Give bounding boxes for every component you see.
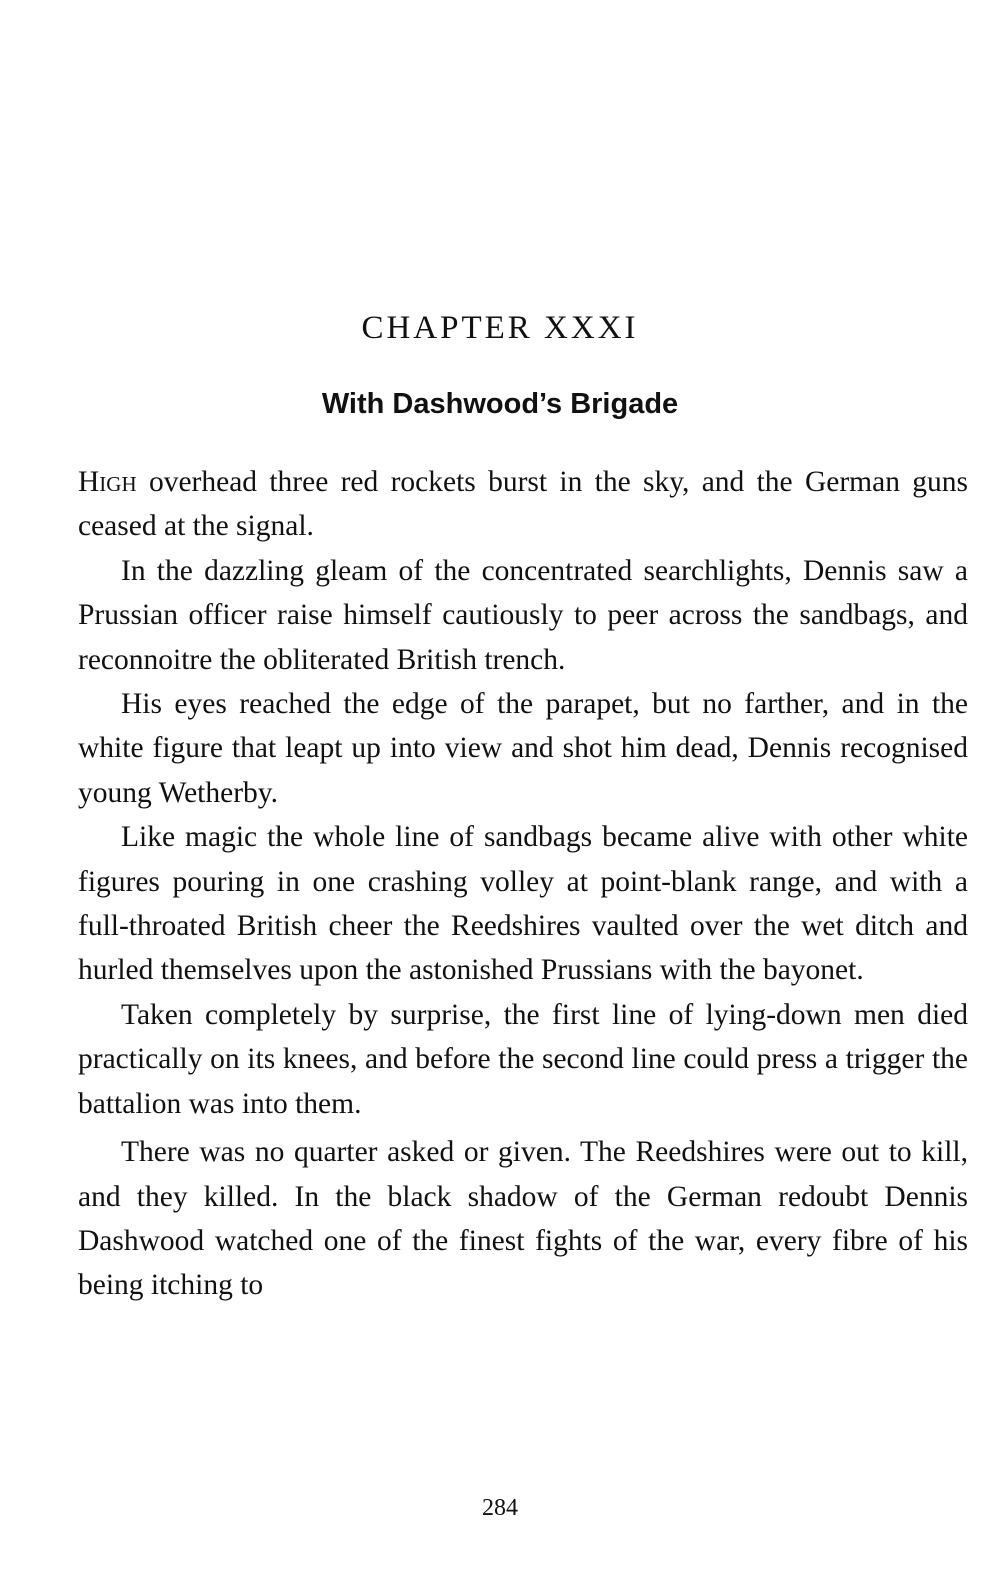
chapter-heading: CHAPTER XXXI <box>361 310 639 346</box>
paragraph-4: Like magic the whole line of sandbags became alive with other white figures pouring in one crashing volley at point-blank range, and with a full-throated British cheer the Reedshires vaulted over the wet ditch and hurled themselves upon the astonished Prussians with the bayonet. <box>78 821 968 987</box>
paragraph-1-text: overhead three red rockets burst in the sky, and the German guns ceased at the signal. <box>78 466 968 543</box>
paragraph-2: In the dazzling gleam of the concentrated searchlights, Dennis saw a Prussian officer raise himself cautiously to peer across the sandbags, and reconnoitre the obliterated British trench. <box>78 554 968 676</box>
paragraph-5: Taken completely by surprise, the first line of lying-down men died practically on its knees, and before the second line could press a trigger the battalion was into them. <box>78 998 968 1120</box>
page-number: 284 <box>482 1495 518 1521</box>
paragraph-1-lead-word: High <box>78 466 137 498</box>
chapter-body <box>78 460 968 1308</box>
paragraph-1 <box>78 460 968 549</box>
paragraph-3: His eyes reached the edge of the parapet, but no farther, and in the white figure that leapt up into view and shot him dead, Dennis recognised young Wetherby. <box>78 688 968 809</box>
chapter-title: With Dashwood’s Brigade <box>321 388 679 420</box>
paragraph-6: There was no quarter asked or given. The Reedshires were out to kill, and they killed. In the black shadow of the German redoubt Dennis Dashwood watched one of the finest fights of the war, every fibre of his being itching to <box>78 1136 968 1302</box>
